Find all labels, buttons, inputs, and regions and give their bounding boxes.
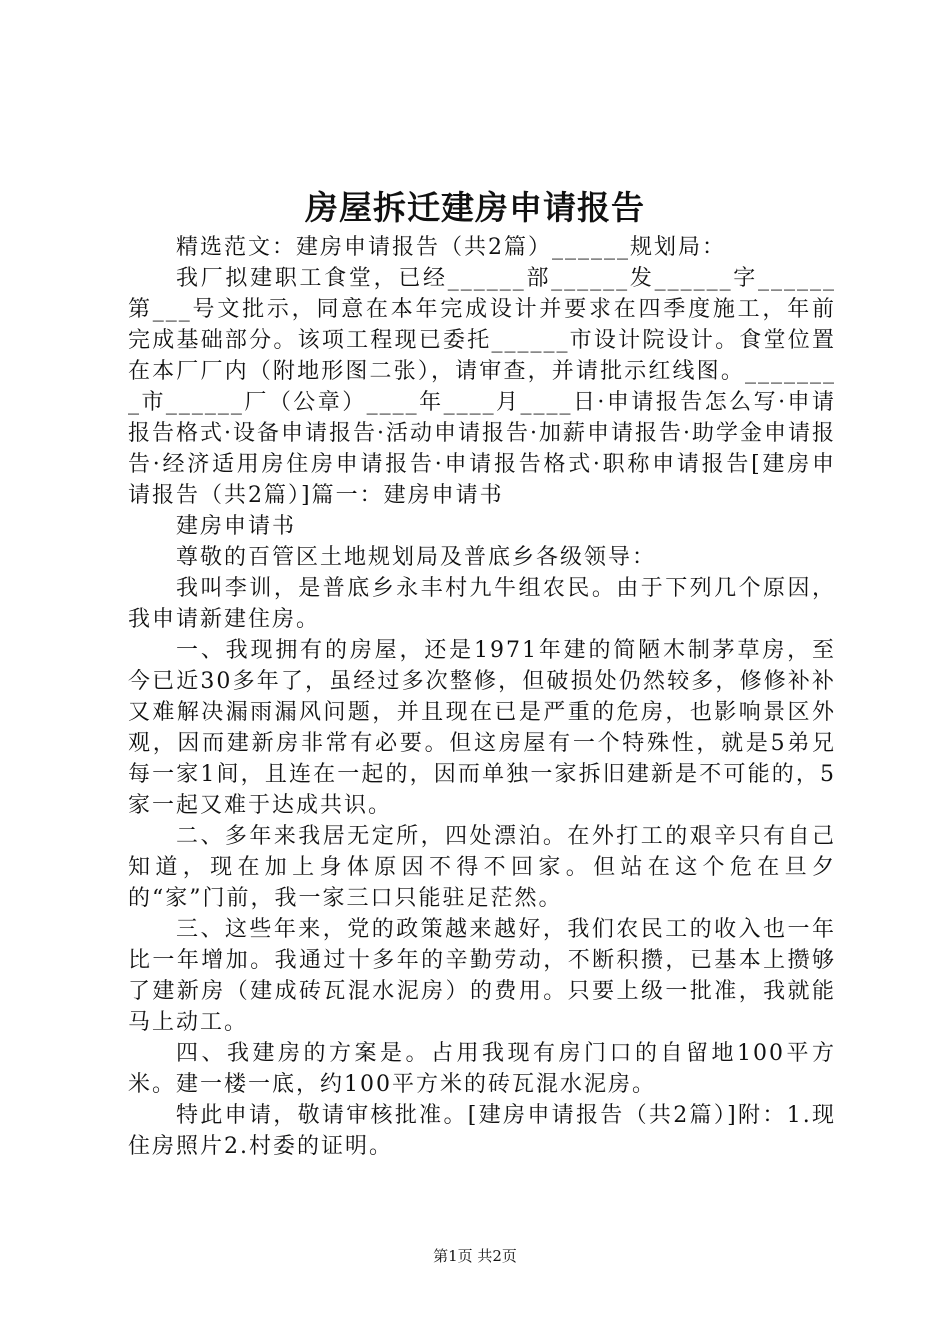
paragraph-reason-one: 一、我现拥有的房屋，还是1971年建的简陋木制茅草房，至今已近30多年了，虽经过多次整修，但破损处仍然较多，修修补补又难解决漏雨漏风问题，并且现在已是严重的危房，也影响景区外观，因而建新房非常有必要。但这房屋有一个特殊性，就是5弟兄每一家1间，且连在一起的，因而单独一家拆旧建新是不可能的，5家一起又难于达成共识。 [128,638,836,818]
paragraph-reason-three: 三、这些年来，党的政策越来越好，我们农民工的收入也一年比一年增加。我通过十多年的辛勤劳动，不断积攒，已基本上攒够了建新房（建成砖瓦混水泥房）的费用。只要上级一批准，我就能马上动工。 [128,917,836,1035]
document-body [128,232,836,1162]
paragraph-closing: 特此申请，敬请审核批准。[建房申请报告（共2篇）]附：1.现住房照片2.村委的证明。 [128,1103,836,1159]
paragraph-subtitle: 建房申请书 [176,514,297,539]
paragraph-self-introduction: 我叫李训，是普底乡永丰村九牛组农民。由于下列几个原因，我申请新建住房。 [128,576,836,632]
page-number-footer: 第1页 共2页 [433,1247,517,1265]
paragraph-canteen-request: 我厂拟建职工食堂，已经______部______发______字______第___号文批示，同意在本年完成设计并要求在四季度施工，年前完成基础部分。该项工程现已委托______市设计院设计。食堂位置在本厂厂内（附地形图二张），请审查，并请批示红线图。________市______厂（公章）____年____月____日·申请报告怎么写·申请报告格式·设备申请报告·活动申请报告·加薪申请报告·助学金申请报告·经济适用房住房申请报告·申请报告格式·职称申请报告[建房申请报告（共2篇）]篇一：建房申请书 [128,266,836,508]
paragraph-salutation: 尊敬的百管区土地规划局及普底乡各级领导： [176,545,657,570]
paragraph-reason-two: 二、多年来我居无定所，四处漂泊。在外打工的艰辛只有自己知道，现在加上身体原因不得不回家。但站在这个危在旦夕的“家”门前，我一家三口只能驻足茫然。 [128,824,836,911]
document-title: 房屋拆迁建房申请报告 [305,188,645,227]
paragraph-reason-four: 四、我建房的方案是。占用我现有房门口的自留地100平方米。建一楼一底，约100平方米的砖瓦混水泥房。 [128,1041,836,1097]
paragraph-intro: 精选范文：建房申请报告（共2篇）______规划局： [176,235,726,260]
